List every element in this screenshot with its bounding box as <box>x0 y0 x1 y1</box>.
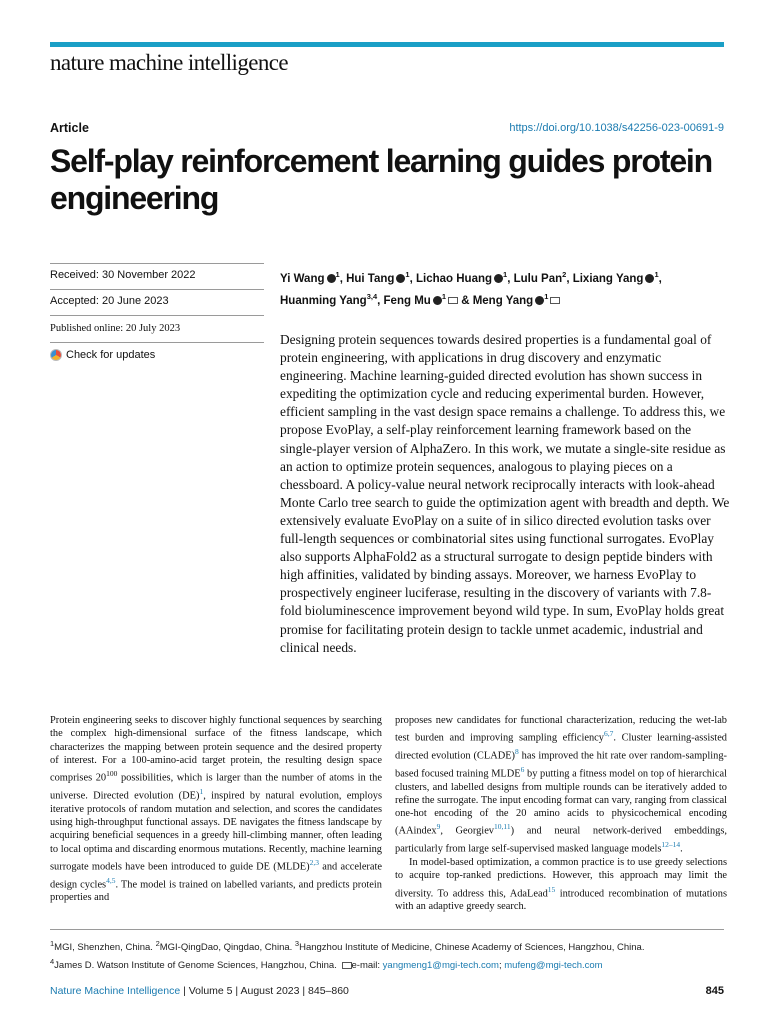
doi-link[interactable]: https://doi.org/10.1038/s42256-023-00691-9 <box>509 122 724 134</box>
author-name[interactable]: Huanming Yang <box>280 294 367 307</box>
check-updates-button[interactable] <box>50 343 264 369</box>
affiliation-line: $^4$James D. Watson Institute of Genome Sciences, Hangzhou, China. e-mail: yangmeng1@mgi-tech.com; mufeng@mgi-tech.com <box>50 957 603 972</box>
citation-link[interactable]: 1 <box>199 786 204 796</box>
affiliations <box>50 937 730 973</box>
orcid-icon[interactable] <box>494 274 503 283</box>
body-paragraph: proposes new candidates for functional characterization, reducing the wet-lab test burden and improving sampling efficiency$^{6,7}$. Cluster learning-assisted directed evolution (CLADE)$^8$ has improved the hit rate over random-sampling-based focused training MLDE$^6$ by putting a fitness model on top of hierarchical clusters, and labelled designs from multiple rounds can be iteratively added to refine the surrogate. The input encoding format can vary, ranging from classical one-hot encoding of the 20 amino acids to physicochemical encoding (AAindex$^9$, Georgiev$^{10,11}$) and neural network-derived embeddings, particularly from large self-supervised masked language models$^{12-14}$. <box>395 715 728 855</box>
article-type-label: Article <box>50 121 89 135</box>
citation-link[interactable]: 6,7 <box>604 729 614 739</box>
email-icon <box>342 962 352 969</box>
article-dates <box>50 263 264 369</box>
crossmark-icon <box>50 349 62 361</box>
footer-journal-link[interactable]: Nature Machine Intelligence <box>50 985 181 997</box>
email-icon[interactable] <box>550 297 560 304</box>
body-column-right <box>395 714 727 914</box>
body-column-left <box>50 714 382 905</box>
body-paragraph: In model-based optimization, a common practice is to use greedy selections to acquire top-ranked predictions. However, this approach may limit the diversity. To address this, AdaLead$^{15}$ introduced recombination of mutations with an adaptive greedy search. <box>395 857 727 913</box>
footer-issue-details: | Volume 5 | August 2023 | 845–860 <box>180 985 349 997</box>
author-name[interactable]: Lichao Huang <box>415 272 493 285</box>
footnote-divider <box>50 929 724 930</box>
author-name[interactable]: Hui Tang <box>346 272 395 285</box>
abstract: Designing protein sequences towards desired properties is a fundamental goal of protein engineering, with applications in drug discovery and enzymatic engineering. Machine learning-guided directed evolution has shown success in expediting the optimization cycle and reducing experimental burden. However, efficient sampling in the vast design space remains a challenge. To address this, we propose EvoPlay, a self-play reinforcement learning framework based on the single-player version of AlphaZero. In this work, we mutate a single-site residue as an action to optimize protein sequences, analogous to playing pieces on a chessboard. A policy-value neural network reciprocally interacts with look-ahead Monte Carlo tree search to guide the optimization agent with breadth and depth. We extensively evaluate EvoPlay on a suite of in silico directed evolution tasks over full-length sequences or combinatorial sites using functional surrogates. EvoPlay also supports AlphaFold2 as a structural surrogate to design peptide binders with high affinities, validated by binding assays. Moreover, we harness EvoPlay to prospectively engineer luciferase, resulting in the discovery of variants with 7.8-fold bioluminescence improvement beyond wild type. In sum, EvoPlay holds great promise for facilitating protein design to tackle unmet academic, industrial and clinical needs. <box>280 332 730 655</box>
citation-link[interactable]: 8 <box>515 747 519 757</box>
journal-color-bar <box>50 42 724 47</box>
citation-link[interactable]: 4,5 <box>106 875 116 885</box>
check-updates-label: Check for updates <box>66 349 156 361</box>
journal-name: nature machine intelligence <box>50 50 288 75</box>
author-name[interactable]: Feng Mu <box>383 294 431 307</box>
page-number: 845 <box>705 985 724 997</box>
orcid-icon[interactable] <box>327 274 336 283</box>
author-name[interactable]: & Meng Yang <box>461 294 534 307</box>
citation-link[interactable]: 10,11 <box>494 822 511 832</box>
citation-link[interactable]: 15 <box>547 884 556 894</box>
orcid-icon[interactable] <box>433 296 442 305</box>
body-paragraph: Protein engineering seeks to discover highly functional sequences by searching the complex high-dimensional surface of the fitness landscape, which characterizes the mapping between protein sequence and the desired property of interest. For a 100-amino-acid target protein, the resulting design space comprises $20^{100}$ possibilities, which is larger than the number of atoms in the universe. Directed evolution (DE)$^1$, inspired by natural evolution, employs iterative protocols of random mutation and selection, and scores the candidates using high-throughput functional assays. DE navigates the fitness landscape by acquiring beneficial sequences in a greedy hill-climbing manner, often leading to local optima and discarding enormous mutations. Recently, machine learning surrogate models have been introduced to guide DE (MLDE)$^{2,3}$ and accelerate design cycles$^{4,5}$. The model is trained on labelled variants, and predicts protein properties and <box>50 715 383 904</box>
author-name[interactable]: Yi Wang <box>280 272 325 285</box>
published-date: Published online: 20 July 2023 <box>50 316 264 343</box>
citation-link[interactable]: 6 <box>520 764 525 774</box>
orcid-icon[interactable] <box>535 296 544 305</box>
author-name[interactable]: Lulu Pan <box>513 272 563 285</box>
author-name[interactable]: Lixiang Yang <box>572 272 644 285</box>
citation-link[interactable]: 12–14 <box>661 840 681 850</box>
article-title: Self-play reinforcement learning guides protein engineering <box>50 143 712 216</box>
affiliation-line: $^1$MGI, Shenzhen, China. $^2$MGI-QingDao, Qingdao, China. $^3$Hangzhou Institute of Medicine, Chinese Academy of Sciences, Hangzhou, China. <box>50 939 645 954</box>
email-link[interactable]: yangmeng1@mgi-tech.com <box>382 960 499 972</box>
citation-link[interactable]: 2,3 <box>309 857 319 867</box>
received-date: Received: 30 November 2022 <box>50 263 264 290</box>
author-list: Yi Wang $^1$, Hui Tang $^1$, Lichao Huang $^1$, Lulu Pan$^2$, Lixiang Yang $^1$, Huanming Yang$^{3,4}$, Feng Mu $^1$ & Meng Yang $^1$ <box>280 270 662 307</box>
email-link[interactable]: mufeng@mgi-tech.com <box>504 960 603 972</box>
page-footer <box>50 985 349 997</box>
citation-link[interactable]: 9 <box>436 822 441 832</box>
accepted-date: Accepted: 20 June 2023 <box>50 290 264 316</box>
email-icon[interactable] <box>448 297 458 304</box>
